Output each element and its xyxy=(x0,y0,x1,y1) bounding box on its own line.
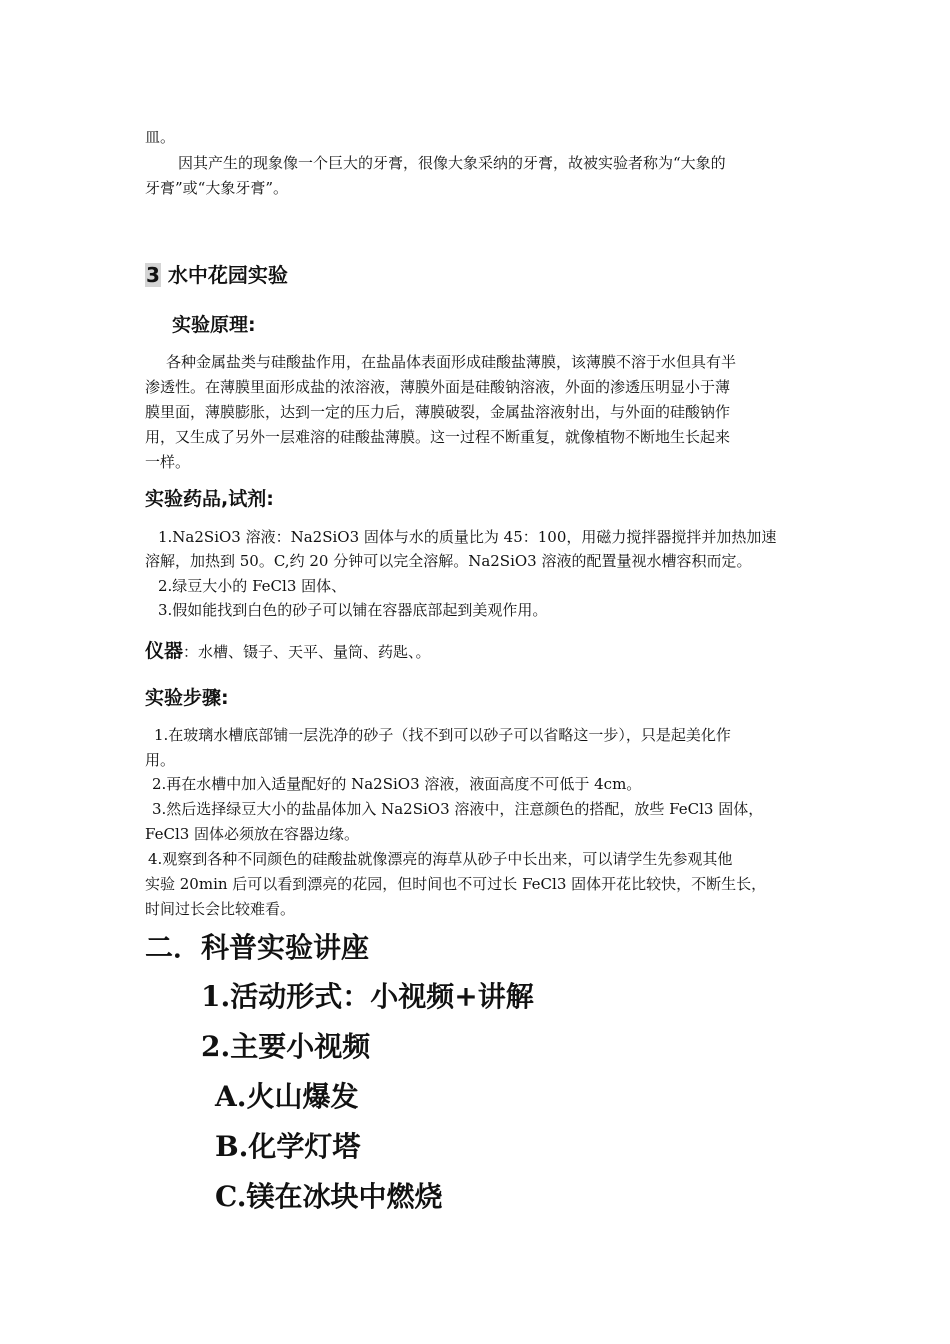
intro-line-2: 因其产生的现象像一个巨大的牙膏，很像大象采纳的牙膏，故被实验者称为“大象的 xyxy=(178,154,726,172)
reagent-line-3: 2.绿豆大小的 FeCl3 固体、 xyxy=(158,577,347,595)
section-2-title: 二．科普实验讲座 xyxy=(145,931,370,964)
step-line-5: FeCl3 固体必须放在容器边缘。 xyxy=(145,825,360,843)
step-line-1: 1.在玻璃水槽底部铺一层洗净的砂子（找不到可以砂子可以省略这一步），只是起美化作 xyxy=(154,726,731,744)
principle-line-1: 各种金属盐类与硅酸盐作用，在盐晶体表面形成硅酸盐薄膜，该薄膜不溶于水但具有半 xyxy=(166,353,737,371)
steps-heading: 实验步骤: xyxy=(145,687,229,709)
reagent-line-1: 1.Na2SiO3 溶液：Na2SiO3 固体与水的质量比为 45：100，用磁力搅拌器搅拌并加热加速 xyxy=(158,528,777,546)
video-item-b: B.化学灯塔 xyxy=(215,1130,361,1163)
step-line-8: 时间过长会比较难看。 xyxy=(145,900,296,918)
section-3-title: 水中花园实验 xyxy=(167,263,288,287)
intro-line-3: 牙膏”或“大象牙膏”。 xyxy=(145,179,289,197)
step-line-7: 实验 20min 后可以看到漂亮的花园，但时间也不可过长 FeCl3 固体开花比较快，不断生长， xyxy=(145,875,767,893)
section-3-heading xyxy=(145,262,288,288)
instruments-line xyxy=(145,641,431,662)
instruments-text: ：水槽、镊子、天平、量筒、药匙、。 xyxy=(183,643,431,661)
main-videos-heading: 2.主要小视频 xyxy=(201,1030,371,1063)
principle-line-5: 一样。 xyxy=(145,453,191,471)
video-item-c: C.镁在冰块中燃烧 xyxy=(215,1180,443,1213)
reagent-line-4: 3.假如能找到白色的砂子可以铺在容器底部起到美观作用。 xyxy=(158,601,548,619)
principle-line-3: 膜里面，薄膜膨胀，达到一定的压力后，薄膜破裂，金属盐溶液射出，与外面的硅酸钠作 xyxy=(145,403,731,421)
step-line-3: 2.再在水槽中加入适量配好的 Na2SiO3 溶液，液面高度不可低于 4cm。 xyxy=(152,775,642,793)
step-line-4: 3.然后选择绿豆大小的盐晶体加入 Na2SiO3 溶液中，注意颜色的搭配，放些 FeCl3 固体， xyxy=(152,800,764,818)
reagents-heading: 实验药品,试剂: xyxy=(145,488,274,510)
video-item-a: A.火山爆发 xyxy=(215,1080,359,1113)
step-line-6: 4.观察到各种不同颜色的硅酸盐就像漂亮的海草从砂子中长出来，可以请学生先参观其他 xyxy=(148,850,733,868)
principle-line-4: 用，又生成了另外一层难溶的硅酸盐薄膜。这一过程不断重复，就像植物不断地生长起来 xyxy=(145,428,731,446)
section-3-number: 3 xyxy=(146,263,160,287)
instruments-label: 仪器 xyxy=(145,640,184,662)
step-line-2: 用。 xyxy=(145,751,176,769)
activity-form: 1.活动形式：小视频+讲解 xyxy=(201,980,534,1013)
principle-heading: 实验原理: xyxy=(172,314,256,336)
principle-line-2: 渗透性。在薄膜里面形成盐的浓溶液，薄膜外面是硅酸钠溶液，外面的渗透压明显小于薄 xyxy=(145,378,731,396)
reagent-line-2: 溶解，加热到 50。C,约 20 分钟可以完全溶解。Na2SiO3 溶液的配置量视水槽容积而定。 xyxy=(145,552,752,570)
intro-line-1: 皿。 xyxy=(145,128,176,146)
